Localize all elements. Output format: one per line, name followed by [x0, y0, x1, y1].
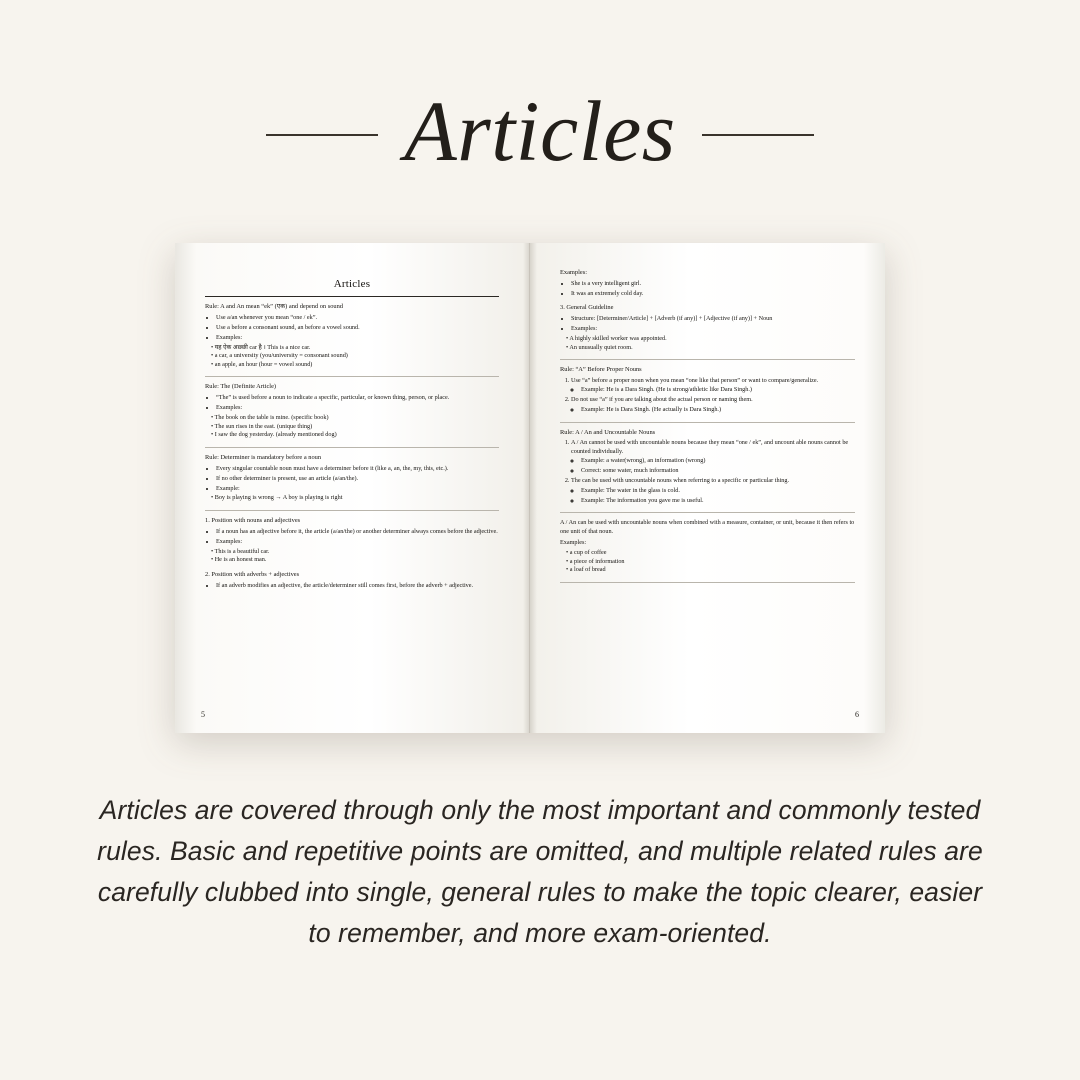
list-item: • Examples:: [216, 334, 499, 343]
left-block-2: [205, 383, 499, 439]
page-number-left: 5: [201, 710, 205, 719]
list-item-text: A / An cannot be used with uncountable nouns because they mean “one / ek”, and uncount able nouns cannot be counted individually.: [571, 439, 849, 455]
rule-examples: [211, 414, 499, 440]
rule-bullets: [560, 315, 855, 333]
example-line: • a car, a university (you/university = consonant sound): [211, 352, 348, 360]
right-block-1: [560, 269, 855, 298]
example-line: • I saw the dog yesterday. (already mentioned dog): [211, 431, 337, 439]
list-item: ◦ Example: a water(wrong), an information (wrong): [581, 457, 855, 466]
example-line: • He is an honest man.: [211, 556, 267, 564]
left-block-3: [205, 454, 499, 503]
left-block-5: [205, 571, 499, 590]
right-block-4: [560, 429, 855, 506]
list-item: ◦ Example: He is Dara Singh. (He actually is Dara Singh.): [581, 406, 855, 415]
sub-list: [571, 386, 855, 395]
rule-bullets: [205, 314, 499, 342]
list-item: [571, 439, 855, 476]
header-rule-right: [702, 134, 814, 136]
section-divider: [205, 447, 499, 448]
right-block-2: [560, 304, 855, 352]
page-title: Articles: [404, 83, 676, 179]
list-item: [571, 477, 855, 505]
list-item: • Use a/an whenever you mean “one / ek”.: [216, 314, 499, 323]
section-divider: [560, 512, 855, 513]
section-divider: [560, 422, 855, 423]
rule-heading: Rule: “A” Before Proper Nouns: [560, 366, 642, 374]
list-item: • Examples:: [216, 404, 499, 413]
list-item-text: Use “a” before a proper noun when you mean “one like that person” or want to compare/generalize.: [571, 376, 819, 384]
list-item: • If an adverb modifies an adjective, the article/determiner still comes first, before the adverb + adjective.: [216, 582, 499, 591]
open-book-image: [175, 243, 885, 733]
left-block-4: [205, 517, 499, 565]
rule-heading: Rule: A / An and Uncountable Nouns: [560, 428, 656, 436]
section-divider: [560, 359, 855, 360]
example-line: • An unusually quiet room.: [566, 343, 633, 351]
rule-numbered-list: [560, 439, 855, 505]
example-line: • This is a beautiful car.: [211, 547, 270, 555]
example-line: • A highly skilled worker was appointed.: [566, 335, 667, 343]
list-item: • Examples:: [571, 325, 855, 334]
list-item-text: Do not use “a” if you are talking about the actual person or naming them.: [571, 396, 753, 404]
left-block-1: [205, 303, 499, 369]
rule-heading: Rule: A and An mean “ek” (एक) and depend on sound: [205, 303, 343, 311]
right-block-3: [560, 366, 855, 414]
list-item: ◦ Example: The information you gave me is useful.: [581, 497, 855, 506]
list-item: • “The” is used before a noun to indicate a specific, particular, or known thing, person, or place.: [216, 394, 499, 403]
left-page-heading: Articles: [333, 278, 371, 290]
example-line: • The sun rises in the east. (unique thing): [211, 422, 313, 430]
rule-examples: [211, 344, 499, 370]
list-item: • Example:: [216, 485, 499, 494]
rule-heading: 3. General Guideline: [560, 304, 614, 312]
note-examples: [566, 549, 855, 575]
example-line: • a piece of information: [566, 557, 625, 565]
example-line: • The book on the table is mine. (specific book): [211, 414, 329, 422]
list-item: • It was an extremely cold day.: [571, 290, 855, 299]
list-item: [571, 396, 855, 414]
rule-examples: [566, 335, 855, 352]
list-item-text: The can be used with uncountable nouns when referring to a specific or particular thing.: [571, 477, 790, 485]
list-item: • Use a before a consonant sound, an before a vowel sound.: [216, 324, 499, 333]
book-page-left: [175, 243, 530, 733]
list-item: ◦ Example: The water in the glass is cold.: [581, 487, 855, 496]
examples-label: Examples:: [560, 269, 587, 276]
header: [0, 83, 1080, 182]
rule-bullets: [205, 582, 499, 591]
rule-heading: 1. Position with nouns and adjectives: [205, 516, 301, 524]
list-item: • Structure: [Determiner/Article] + [Adverb (if any)] + [Adjective (if any)] + Noun: [571, 315, 855, 324]
rule-bullets: [205, 394, 499, 412]
note-text: A / An can be used with uncountable nouns when combined with a measure, container, or unit, because it then refers to one unit of that noun.: [560, 519, 855, 535]
rule-examples: [211, 494, 499, 503]
list-item: • She is a very intelligent girl.: [571, 280, 855, 289]
list-item: • Examples:: [216, 538, 499, 547]
example-line: • a cup of coffee: [566, 548, 607, 556]
example-line: • a loaf of bread: [566, 566, 606, 574]
rule-heading: Rule: The (Definite Article): [205, 383, 277, 391]
list-item: • If no other determiner is present, use an article (a/an/the).: [216, 475, 499, 484]
rule-bullets: [205, 465, 499, 493]
rule-bullets: [560, 280, 855, 298]
rule-examples: [211, 548, 499, 565]
examples-label: Examples:: [560, 539, 587, 547]
section-divider: [205, 510, 499, 511]
sub-list: [571, 457, 855, 475]
section-divider: [560, 582, 855, 583]
header-rule-left: [266, 134, 378, 136]
right-block-5: [560, 519, 855, 574]
list-item: • If a noun has an adjective before it, the article (a/an/the) or another determiner always comes before the adjective.: [216, 528, 499, 537]
caption-text: Articles are covered through only the most important and commonly tested rules. Basic and repetitive points are omitted, and multiple related rules are carefully clubbed into single, general rules to make the topic clearer, easier to remember, and more exam-oriented.: [97, 795, 983, 949]
left-page-divider: [205, 296, 499, 297]
rule-heading: 2. Position with adverbs + adjectives: [205, 570, 300, 578]
section-divider: [205, 376, 499, 377]
sub-list: [571, 487, 855, 505]
page-number-right: 6: [855, 710, 859, 719]
book-page-right: [530, 243, 885, 733]
list-item: ◦ Example: He is a Dara Singh. (He is strong/athletic like Dara Singh.): [581, 386, 855, 395]
rule-bullets: [205, 528, 499, 546]
rule-numbered-list: [560, 377, 855, 415]
list-item: ◦ Correct: some water, much information: [581, 467, 855, 476]
example-line: • an apple, an hour (hour = vowel sound): [211, 360, 313, 368]
list-item: • Every singular countable noun must have a determiner before it (like a, an, the, my, this, etc.).: [216, 465, 499, 474]
example-line: • Boy is playing is wrong → A boy is playing is right: [211, 494, 343, 502]
rule-heading: Rule: Determiner is mandatory before a noun: [205, 453, 322, 461]
example-line: • यह ऐक अछ्छी car है । This is a nice car.: [211, 343, 311, 351]
sub-list: [571, 406, 855, 415]
list-item: [571, 377, 855, 395]
